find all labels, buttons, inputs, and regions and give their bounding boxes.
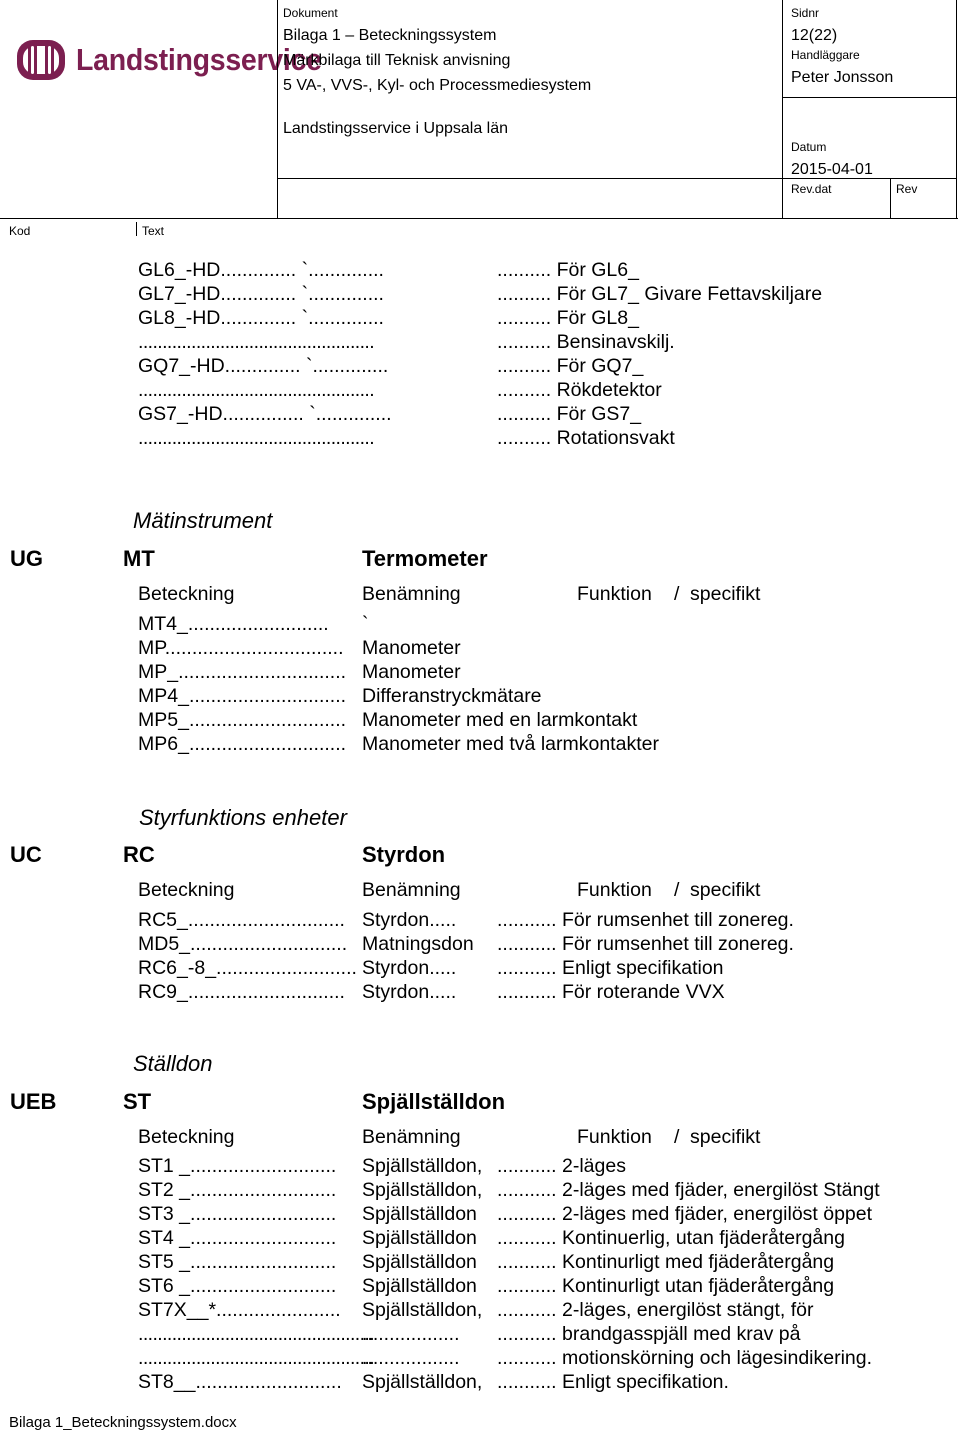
section-subcode: RC: [123, 842, 155, 867]
datum-value: 2015-04-01: [791, 161, 873, 178]
column-header-slash: /: [674, 879, 680, 901]
table-row-code: RC9_.............................: [138, 981, 345, 1003]
table-row-name: Styrdon.....: [362, 909, 457, 931]
table-row-function: ........... 2-läges med fjäder, energilöst Stängt: [497, 1179, 880, 1201]
kod-label: Kod: [9, 224, 31, 238]
table-row-code: .................................................: [138, 1323, 375, 1345]
table-row-name: Manometer med två larmkontakter: [362, 733, 659, 755]
dokument-label: Dokument: [283, 6, 338, 20]
table-row-function: ........... För rumsenhet till zonereg.: [497, 909, 794, 931]
table-row-name: Spjällställdon,: [362, 1155, 483, 1177]
column-header-funktion: Funktion: [577, 879, 652, 901]
list-item-left: GL7_-HD.............. `..............: [138, 283, 384, 305]
list-item-left: .................................................: [138, 427, 375, 449]
list-item-right: .......... Rotationsvakt: [497, 427, 675, 449]
list-item-left: .................................................: [138, 379, 375, 401]
table-row-name: `: [362, 613, 369, 635]
table-row-code: ST6 _...........................: [138, 1275, 337, 1297]
table-row-code: ST8__...........................: [138, 1371, 342, 1393]
list-item-right: .......... För GL8_: [497, 307, 639, 329]
header-rule: [0, 218, 958, 219]
table-row-name: Spjällställdon: [362, 1227, 477, 1249]
table-row-code: MP_...............................: [138, 661, 347, 683]
column-header-funktion: Funktion: [577, 583, 652, 605]
table-row-function: ........... För rumsenhet till zonereg.: [497, 933, 794, 955]
table-row-name: ..................: [362, 1323, 460, 1345]
column-header-specifikt: specifikt: [690, 1126, 761, 1148]
section-name: Styrdon: [362, 842, 446, 867]
list-item-left: GL6_-HD.............. `..............: [138, 259, 384, 281]
table-row-code: ST7X__*.......................: [138, 1299, 341, 1321]
column-header-specifikt: specifikt: [690, 583, 761, 605]
handlaggare-label: Handläggare: [791, 48, 860, 62]
table-row-function: ........... 2-läges, energilöst stängt, för: [497, 1299, 814, 1321]
list-item-left: .................................................: [138, 331, 375, 353]
list-item-right: .......... Rökdetektor: [497, 379, 662, 401]
header-rule: [890, 178, 891, 218]
column-header-beteckning: Beteckning: [138, 879, 235, 901]
list-item-right: .......... Bensinavskilj.: [497, 331, 675, 353]
table-row-code: ST5 _...........................: [138, 1251, 337, 1273]
table-row-name: Spjällställdon: [362, 1203, 477, 1225]
section-name: Spjällställdon: [362, 1089, 506, 1114]
rev-label: Rev: [896, 182, 918, 196]
table-row-function: ........... brandgasspjäll med krav på: [497, 1323, 801, 1345]
kod-divider: [136, 222, 137, 236]
column-header-beteckning: Beteckning: [138, 1126, 235, 1148]
table-row-code: RC5_.............................: [138, 909, 345, 931]
table-row-name: Differanstryckmätare: [362, 685, 542, 707]
revdat-label: Rev.dat: [791, 182, 832, 196]
column-header-benamning: Benämning: [362, 1126, 461, 1148]
list-item-right: .......... För GS7_: [497, 403, 642, 425]
table-row-name: Spjällställdon,: [362, 1299, 483, 1321]
header-rule: [277, 0, 278, 218]
table-row-name: Spjällställdon,: [362, 1179, 483, 1201]
organisation: Landstingsservice i Uppsala län: [283, 120, 509, 137]
table-row-name: ..................: [362, 1347, 460, 1369]
table-row-function: ........... Kontinurligt utan fjäderåtergång: [497, 1275, 835, 1297]
section-code: UC: [10, 842, 42, 867]
header-rule: [956, 0, 957, 218]
section-subcode: MT: [123, 546, 155, 571]
logo: [16, 36, 66, 89]
table-row-code: ST1 _...........................: [138, 1155, 337, 1177]
table-row-name: Manometer med en larmkontakt: [362, 709, 638, 731]
document-title-line-3: 5 VA-, VVS-, Kyl- och Processmediesystem: [283, 77, 592, 94]
list-item-left: GL8_-HD.............. `..............: [138, 307, 384, 329]
text-label: Text: [142, 224, 165, 238]
table-row-code: MP6_.............................: [138, 733, 347, 755]
table-row-function: ........... 2-läges: [497, 1155, 626, 1177]
section-category: Styrfunktions enheter: [139, 805, 347, 830]
document-title-line-1: Bilaga 1 – Beteckningssystem: [283, 27, 497, 44]
sidnr-label: Sidnr: [791, 6, 820, 20]
document-title-line-2: Märkbilaga till Teknisk anvisning: [283, 52, 511, 69]
header-rule: [782, 97, 956, 98]
column-header-funktion: Funktion: [577, 1126, 652, 1148]
table-row-name: Spjällställdon,: [362, 1371, 483, 1393]
table-row-code: MT4_..........................: [138, 613, 329, 635]
list-item-right: .......... För GL7_ Givare Fettavskiljare: [497, 283, 823, 305]
section-category: Mätinstrument: [133, 508, 273, 533]
table-row-name: Spjällställdon: [362, 1251, 477, 1273]
column-header-benamning: Benämning: [362, 879, 461, 901]
section-category: Ställdon: [133, 1051, 213, 1076]
logo-text: Landstingsservice: [76, 42, 322, 77]
table-row-code: ST4 _...........................: [138, 1227, 337, 1249]
table-row-name: Spjällställdon: [362, 1275, 477, 1297]
list-item-right: .......... För GQ7_: [497, 355, 644, 377]
section-code: UG: [10, 546, 43, 571]
table-row-function: ........... Enligt specifikation: [497, 957, 724, 979]
column-header-beteckning: Beteckning: [138, 583, 235, 605]
column-header-slash: /: [674, 583, 680, 605]
list-item-left: GQ7_-HD.............. `..............: [138, 355, 389, 377]
section-subcode: ST: [123, 1089, 152, 1114]
table-row-function: ........... Kontinurligt med fjäderåtergång: [497, 1251, 835, 1273]
table-row-code: MP.................................: [138, 637, 344, 659]
column-header-specifikt: specifikt: [690, 879, 761, 901]
table-row-code: RC6_-8_..........................: [138, 957, 357, 979]
section-code: UEB: [10, 1089, 57, 1114]
list-item-right: .......... För GL6_: [497, 259, 639, 281]
column-header-benamning: Benämning: [362, 583, 461, 605]
table-row-name: Styrdon.....: [362, 957, 457, 979]
table-row-function: ........... 2-läges med fjäder, energilöst öppet: [497, 1203, 873, 1225]
table-row-code: MP4_.............................: [138, 685, 347, 707]
header-rule: [782, 0, 783, 218]
table-row-function: ........... motionskörning och lägesindikering.: [497, 1347, 873, 1369]
footer-filename: Bilaga 1_Beteckningssystem.docx: [9, 1414, 237, 1431]
table-row-name: Styrdon.....: [362, 981, 457, 1003]
datum-label: Datum: [791, 140, 827, 154]
sidnr-value: 12(22): [791, 27, 838, 44]
table-row-function: ........... Enligt specifikation.: [497, 1371, 729, 1393]
table-row-function: ........... Kontinuerlig, utan fjäderåtergång: [497, 1227, 845, 1249]
table-row-name: Matningsdon: [362, 933, 474, 955]
table-row-code: MP5_.............................: [138, 709, 347, 731]
column-header-slash: /: [674, 1126, 680, 1148]
table-row-name: Manometer: [362, 637, 461, 659]
table-row-name: Manometer: [362, 661, 461, 683]
table-row-code: MD5_.............................: [138, 933, 348, 955]
list-item-left: GS7_-HD............... `..............: [138, 403, 392, 425]
table-row-code: .................................................: [138, 1347, 375, 1369]
table-row-code: ST3 _...........................: [138, 1203, 337, 1225]
section-name: Termometer: [362, 546, 488, 571]
handlaggare-value: Peter Jonsson: [791, 69, 894, 86]
table-row-function: ........... För roterande VVX: [497, 981, 725, 1003]
landstingsservice-logo-icon: [16, 36, 66, 84]
table-row-code: ST2 _...........................: [138, 1179, 337, 1201]
